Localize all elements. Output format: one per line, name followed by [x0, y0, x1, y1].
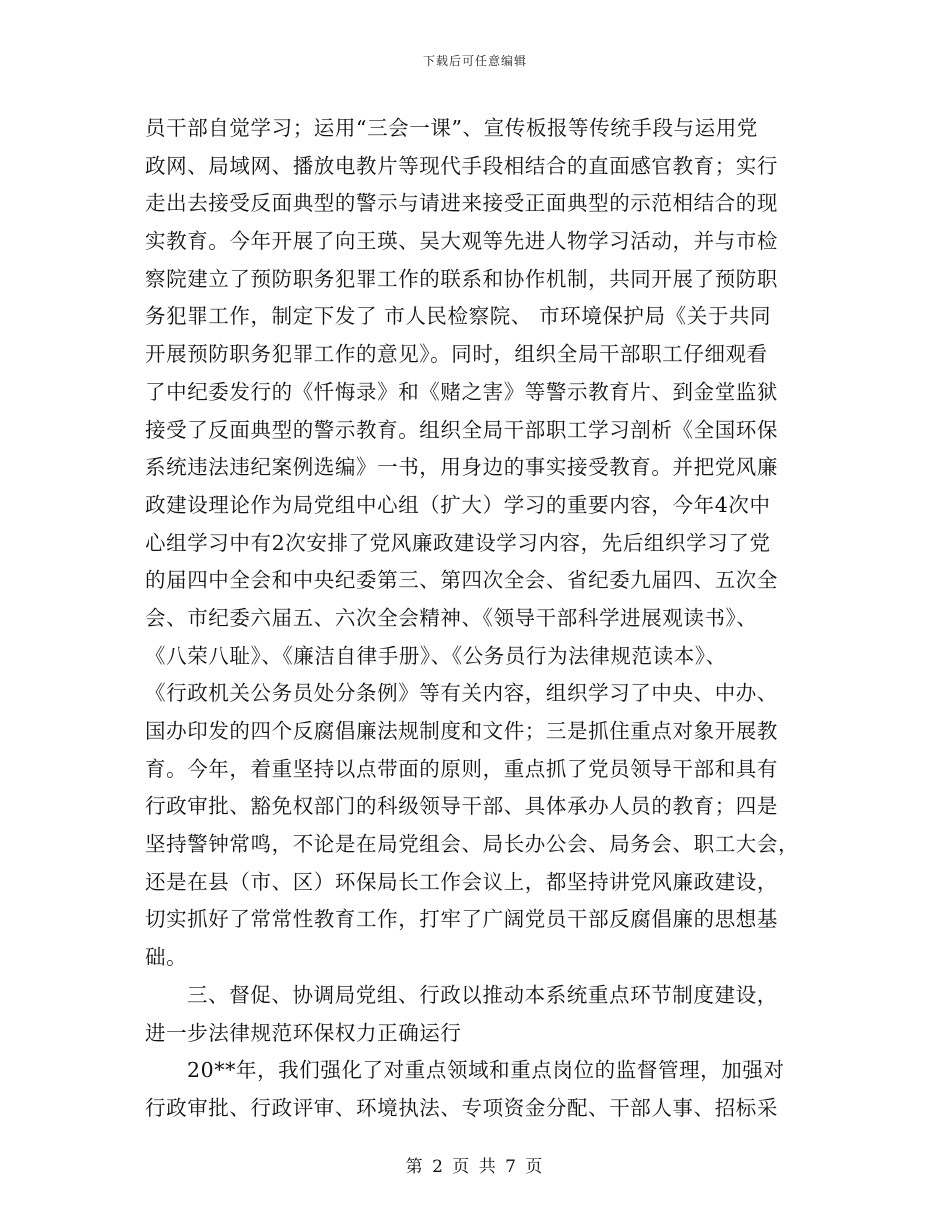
paragraph-line: 国办印发的四个反腐倡廉法规制度和文件；三是抓住重点对象开展教 [145, 719, 778, 743]
document-body [145, 110, 805, 1128]
section-heading-line: 进一步法律规范环保权力正确运行 [145, 1020, 462, 1045]
paragraph-line: 走出去接受反面典型的警示与请进来接受正面典型的示范相结合的现 [145, 191, 778, 216]
page-header: 下载后可任意编辑 [422, 54, 527, 68]
paragraph-line: 开展预防职务犯罪工作的意见》。同时，组织全局干部职工仔细观看 [145, 342, 768, 367]
paragraph-line: 心组学习中有2次安排了党风廉政建设学习内容，先后组织学习了党 [145, 530, 771, 555]
paragraph-line: 的届四中全会和中央纪委第三、第四次全会、省纪委九届四、五次全 [145, 568, 778, 593]
paragraph-line: 系统违法违纪案例选编》一书，用身边的事实接受教育。并把党风廉 [145, 455, 778, 480]
paragraph-line: 察院建立了预防职务犯罪工作的联系和协作机制，共同开展了预防职 [145, 266, 778, 291]
paragraph-line: 了中纪委发行的《忏悔录》和《赌之害》等警示教育片、到金堂监狱 [145, 379, 778, 404]
paragraph-line: 政建设理论作为局党组中心组（扩大）学习的重要内容，今年4次中 [145, 492, 771, 517]
paragraph-line: 20**年，我们强化了对重点领域和重点岗位的监督管理，加强对 [187, 1058, 785, 1083]
page-number: 第 2 页 共 7 页 [405, 1157, 545, 1177]
paragraph-line: 实教育。今年开展了向王瑛、吴大观等先进人物学习活动，并与市检 [145, 229, 778, 254]
section-heading-line: 三、督促、协调局党组、行政以推动本系统重点环节制度建设， [187, 982, 778, 1007]
paragraph-line: 行政审批、行政评审、环境执法、专项资金分配、干部人事、招标采 [145, 1095, 778, 1120]
paragraph-line: 《八荣八耻》、《廉洁自律手册》、《公务员行为法律规范读本》、 [145, 643, 727, 668]
paragraph-line: 政网、局域网、播放电教片等现代手段相结合的直面感官教育；实行 [145, 153, 778, 178]
paragraph-line: 切实抓好了常常性教育工作，打牢了广阔党员干部反腐倡廉的思想基 [145, 907, 778, 932]
paragraph-line: 还是在县（市、区）环保局长工作会议上，都坚持讲党风廉政建设， [145, 869, 778, 894]
paragraph-line: 务犯罪工作，制定下发了 市人民检察院、 市环境保护局《关于共同 [145, 304, 772, 329]
paragraph-line: 育。今年，着重坚持以点带面的原则，重点抓了党员领导干部和具有 [145, 756, 778, 781]
paragraph-line: 坚持警钟常鸣，不论是在局党组会、局长办公会、局务会、职工大会， [145, 832, 800, 857]
paragraph-line: 接受了反面典型的警示教育。组织全局干部职工学习剖析《全国环保 [145, 417, 778, 442]
paragraph-line: 础。 [145, 945, 188, 970]
paragraph-line: 行政审批、豁免权部门的科级领导干部、具体承办人员的教育；四是 [145, 794, 778, 819]
paragraph-line: 《行政机关公务员处分条例》等有关内容，组织学习了中央、中办、 [145, 681, 778, 706]
paragraph-line: 员干部自觉学习；运用“三会一课”、宣传板报等传统手段与运用党 [145, 116, 758, 140]
paragraph-line: 会、市纪委六届五、六次全会精神、《领导干部科学进展观读书》、 [145, 605, 758, 630]
